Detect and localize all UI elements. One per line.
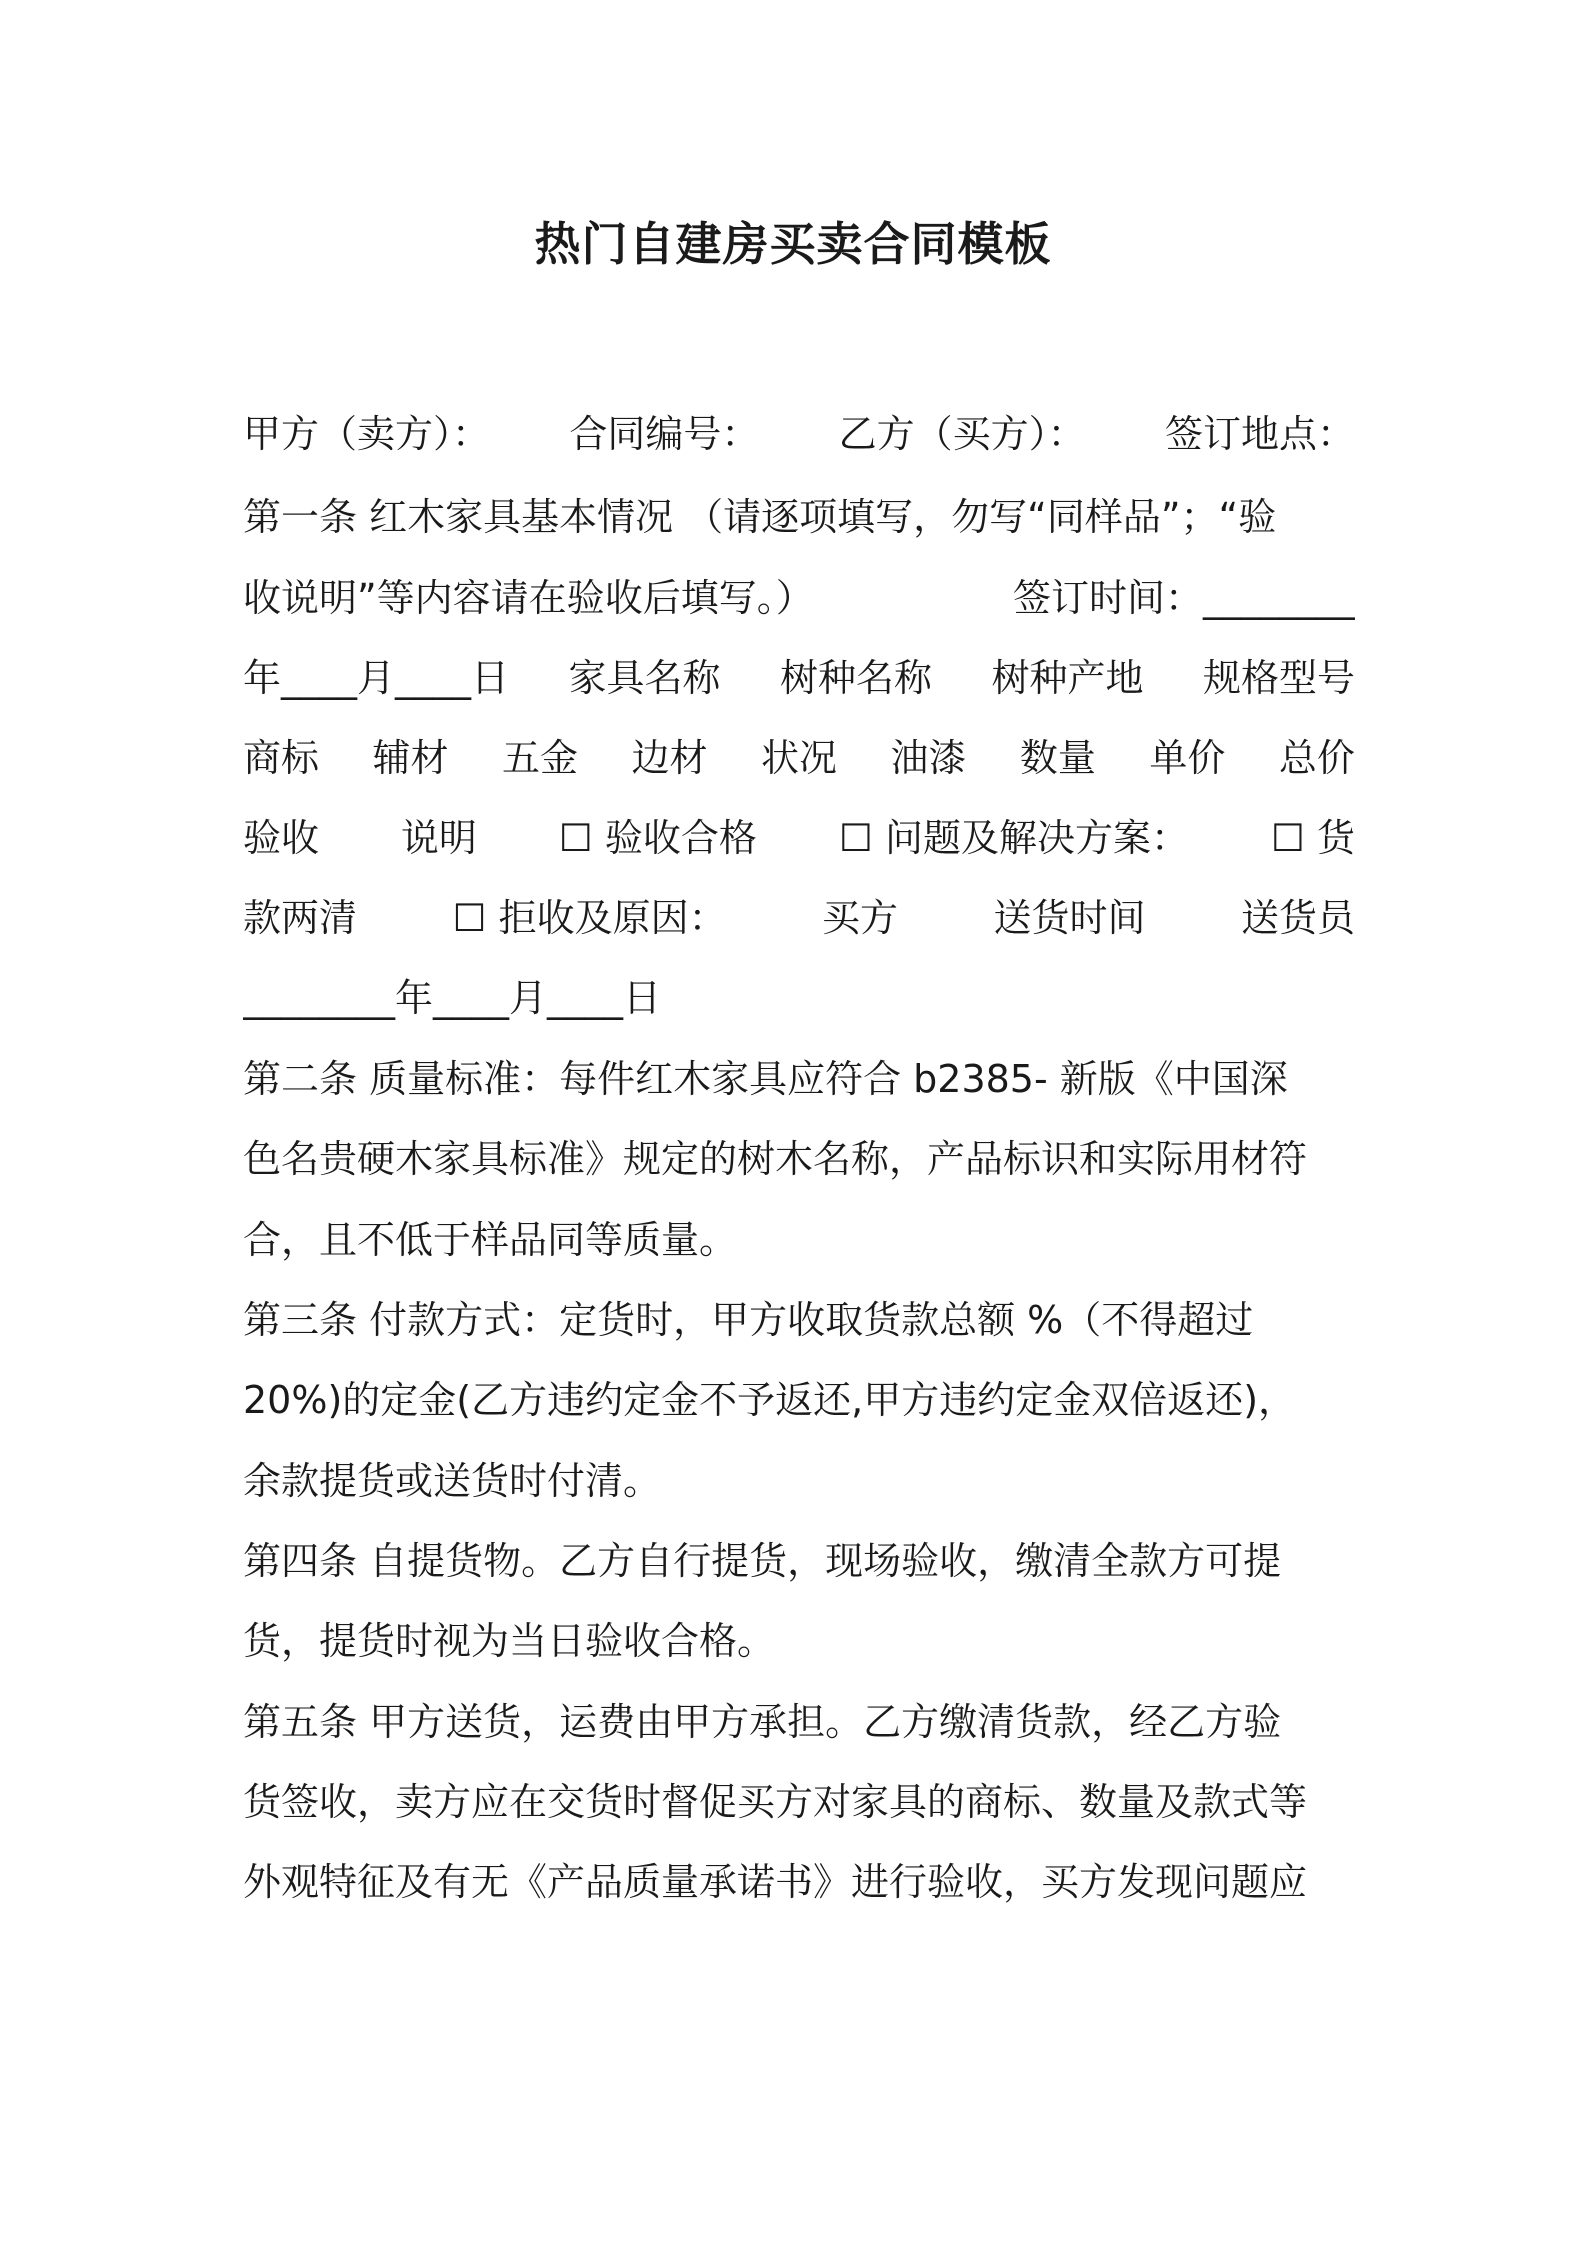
line-segment: 数量 (1019, 736, 1096, 780)
line-segment: 货，提货时视为当日验收合格。 (243, 1619, 776, 1663)
line-segment: 单价 (1149, 736, 1226, 780)
line-segment: 签订地点： (1164, 412, 1355, 456)
line-segment: ☐ 验收合格 (558, 816, 757, 860)
line-segment: 家具名称 (568, 656, 721, 700)
line-segment: 年____月____日 (243, 656, 510, 700)
line-segment: ☐ 拒收及原因： (452, 896, 727, 940)
document-line-17 (243, 1692, 1355, 1752)
line-segment: 规格型号 (1202, 656, 1355, 700)
line-segment: 树种名称 (779, 656, 932, 700)
document-line-10 (243, 1129, 1355, 1189)
line-segment: ☐ 货 (1270, 816, 1355, 860)
line-segment: ________年____月____日 (243, 976, 662, 1020)
line-segment: 总价 (1278, 736, 1355, 780)
document-line-2 (243, 487, 1355, 547)
document-line-1 (243, 404, 1355, 464)
line-segment: 五金 (501, 736, 578, 780)
line-segment: 油漆 (890, 736, 967, 780)
line-segment: 合，且不低于样品同等质量。 (243, 1218, 738, 1262)
document-line-5 (243, 728, 1355, 788)
document-line-14 (243, 1451, 1355, 1511)
line-segment: 色名贵硬木家具标准》规定的树木名称，产品标识和实际用材符 (243, 1137, 1308, 1181)
document-line-11 (243, 1210, 1355, 1270)
line-segment: 买方 (822, 896, 899, 940)
line-segment: 第一条 红木家具基本情况 （请逐项填写，勿写“同样品”；“验 (243, 495, 1277, 539)
document-line-18 (243, 1772, 1355, 1832)
line-segment: 外观特征及有无《产品质量承诺书》进行验收，买方发现问题应 (243, 1860, 1308, 1904)
line-segment: 送货时间 (993, 896, 1146, 940)
document-line-13 (243, 1370, 1355, 1430)
line-segment: 合同编号： (569, 412, 760, 456)
line-segment: 第三条 付款方式：定货时，甲方收取货款总额 %（不得超过 (243, 1298, 1254, 1342)
document-title: 热门自建房买卖合同模板 (534, 217, 1052, 271)
document-line-7 (243, 888, 1355, 948)
line-segment: ☐ 问题及解决方案： (838, 816, 1189, 860)
line-segment: 辅材 (372, 736, 449, 780)
document-line-9 (243, 1049, 1355, 1109)
line-segment: 货签收，卖方应在交货时督促买方对家具的商标、数量及款式等 (243, 1780, 1308, 1824)
line-segment: 商标 (243, 736, 320, 780)
line-segment: 送货员 (1240, 896, 1355, 940)
line-segment: 第五条 甲方送货，运费由甲方承担。乙方缴清货款，经乙方验 (243, 1700, 1282, 1744)
document-line-15 (243, 1531, 1355, 1591)
line-segment: 第二条 质量标准：每件红木家具应符合 b2385- 新版《中国深 (243, 1057, 1288, 1101)
document-line-8 (243, 968, 1355, 1028)
line-segment: 乙方（买方）： (838, 412, 1086, 456)
line-segment: 验收 (243, 816, 320, 860)
line-segment: 余款提货或送货时付清。 (243, 1459, 662, 1503)
line-segment: 签订时间：________ (1012, 576, 1355, 620)
document-line-12 (243, 1290, 1355, 1350)
line-segment: 状况 (760, 736, 837, 780)
line-segment: 甲方（卖方）： (243, 412, 491, 456)
document-line-19 (243, 1852, 1355, 1912)
document-line-6 (243, 808, 1355, 868)
line-segment: 边材 (631, 736, 708, 780)
document-line-16 (243, 1611, 1355, 1671)
line-segment: 收说明”等内容请在验收后填写。） (243, 576, 814, 620)
document-line-4 (243, 648, 1355, 708)
line-segment: 款两清 (243, 896, 358, 940)
line-segment: 说明 (400, 816, 477, 860)
document-line-3 (243, 568, 1355, 628)
line-segment: 20%)的定金(乙方违约定金不予返还,甲方违约定金双倍返还)， (243, 1378, 1297, 1422)
line-segment: 树种产地 (991, 656, 1144, 700)
line-segment: 第四条 自提货物。乙方自行提货，现场验收，缴清全款方可提 (243, 1539, 1282, 1583)
